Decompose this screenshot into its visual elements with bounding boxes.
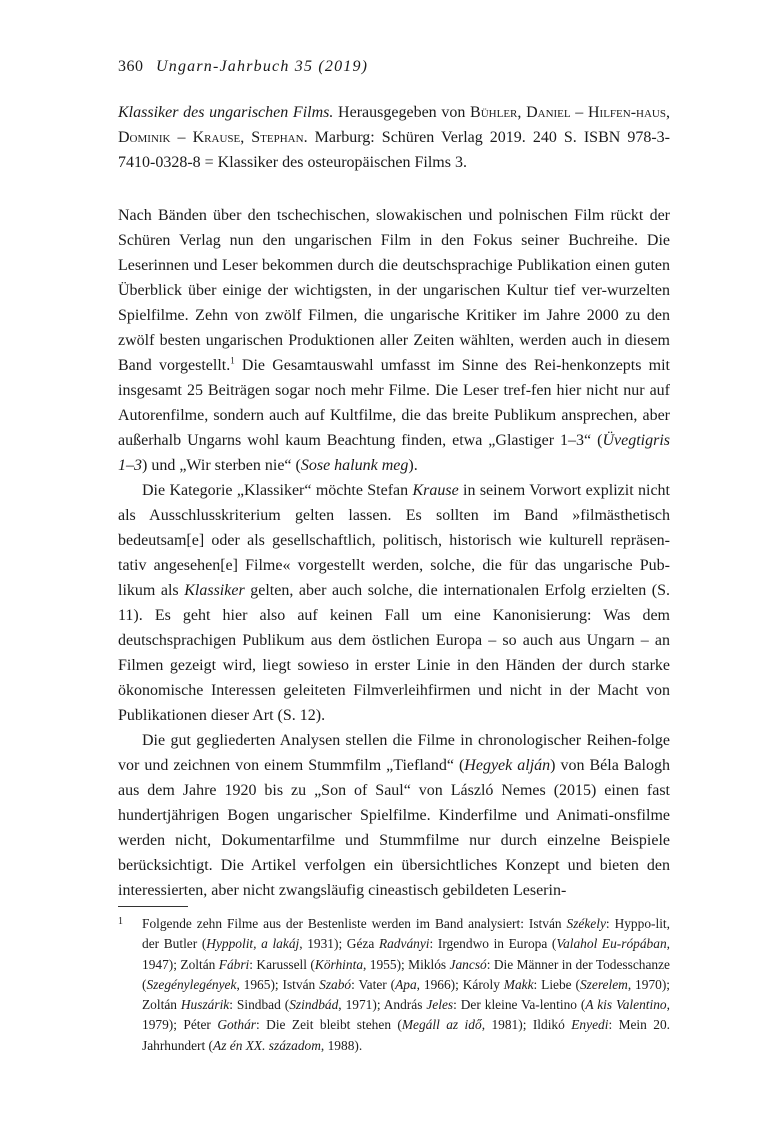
page-number: 360 [118,58,144,75]
publication-details: . Marburg: Schüren Verlag 2019. 240 S. ISBN 978-3-7410-0328-8 = Klassiker des osteuropäischen Films 3. [118,129,671,171]
paragraph: Die gut gegliederten Analysen stellen die Filme in chronologischer Reihen-folge vor und zeichnen von einem Stummfilm „Tiefland“ (Hegyek alján) von Béla Balogh aus dem Jahre 1920 bis zu „Son of Saul“ von László Nemes (2015) einen fast hundertjährigen Bogen ungarischer Spielfilme. Kinderfilme und Animati-onsfilme werden nicht, Dokumentarfilme und Stummfilme nur durch einzelne Beispiele berücksichtigt. Die Artikel verfolgen ein übersichtliches Konzept und bieten den interessierten, aber nicht zwangsläufig cineastisch gebildeten Leserin- [118,732,671,899]
footnote-divider [118,906,188,907]
book-title: Klassiker des ungarischen Films. [118,104,334,121]
footnote-number: 1 [118,916,123,927]
editor-name: Bühler, Daniel [470,104,571,121]
editor-name: Krause, Stephan [192,129,304,146]
running-head [118,58,670,80]
footnote-text: Folgende zehn Filme aus der Bestenliste werden im Band analysiert: István Székely: Hyppo-lit, der Butler (Hyppolit, a lakáj, 1931); Géza Radványi: Irgendwo in Europa (Valahol Eu-rópában, 1947); Zoltán Fábri: Karussell (Körhinta, 1955); Miklós Jancsó: Die Männer in der Todesschanze (Szegénylegények, 1965); István Szabó: Vater (Apa, 1966); Károly Makk: Liebe (Szerelem, 1970); Zoltán Huszárik: Sindbad (Szindbád, 1971); András Jeles: Der kleine Va-lentino (A kis Valentino, 1979); Péter Gothár: Die Zeit bleibt stehen (Megáll az idő, 1981); Ildikó Enyedi: Mein 20. Jahrhundert (Az én XX. századom, 1988). [142,916,671,1053]
paragraph: Die Kategorie „Klassiker“ möchte Stefan Krause in seinem Vorwort explizit nicht als Ausschlusskriterium gelten lassen. Es sollten im Band »filmästhetisch bedeutsam[e] oder als gesellschaftlich, politisch, historisch wie kulturell repräsen-tativ angesehen[e] Filme« vorgestellt werden, solche, die für das ungarische Pub-likum als Klassiker gelten, aber auch solche, die internationalen Erfolg erzielten (S. 11). Es geht hier also auf keinen Fall um eine Kanonisierung: Was dem deutschsprachigen Publikum aus dem östlichen Europa – so auch aus Ungarn – an Filmen gezeigt wird, liegt sowieso in erster Linie in den Händen der durch starke ökonomische Interessen geleiteten Filmverleihfirmen und nicht in der Macht von Publikationen dieser Art (S. 12). [118,482,671,724]
page-content [118,58,670,903]
footnote [118,914,670,1056]
footnote-reference: 1 [230,355,235,366]
paragraph: Nach Bänden über den tschechischen, slowakischen und polnischen Film rückt der Schüren Verlag nun den ungarischen Film in den Fokus seiner Buchreihe. Die Leserinnen und Leser bekommen durch die deutschsprachige Publikation einen guten Überblick über einige der wichtigsten, in der ungarischen Kultur tief ver-wurzelten Spielfilme. Zehn von zwölf Filmen, die ungarische Kritiker im Jahre 2000 zu den zwölf besten ungarischen Produktionen aller Zeiten wählten, werden auch in diesem Band vorgestellt.$^1$ Die Gesamtauswahl umfasst im Sinne des Rei-henkonzepts mit insgesamt 25 Beiträgen sogar noch mehr Filme. Die Leser tref-fen hier nicht nur auf Autorenfilme, sondern auch auf Kultfilme, die das breite Publikum ansprechen, aber außerhalb Ungarns wohl kaum Beachtung finden, etwa „Glastiger 1–3“ (Üvegtigris 1–3) und „Wir sterben nie“ (Sose halunk meg). [118,207,671,474]
review-header: Klassiker des ungarischen Films. Herausgegeben von Bühler, Daniel – Hilfen-haus, Dominik – Krause, Stephan. Marburg: Schüren Verlag 2019. 240 S. ISBN 978-3-7410-0328-8 = Klassiker des osteuropäischen Films 3. [118,104,671,171]
journal-title: Ungarn-Jahrbuch 35 (2019) [156,58,369,75]
editor-name: Hilfen-haus, Dominik [118,104,670,146]
review-body [118,203,670,903]
